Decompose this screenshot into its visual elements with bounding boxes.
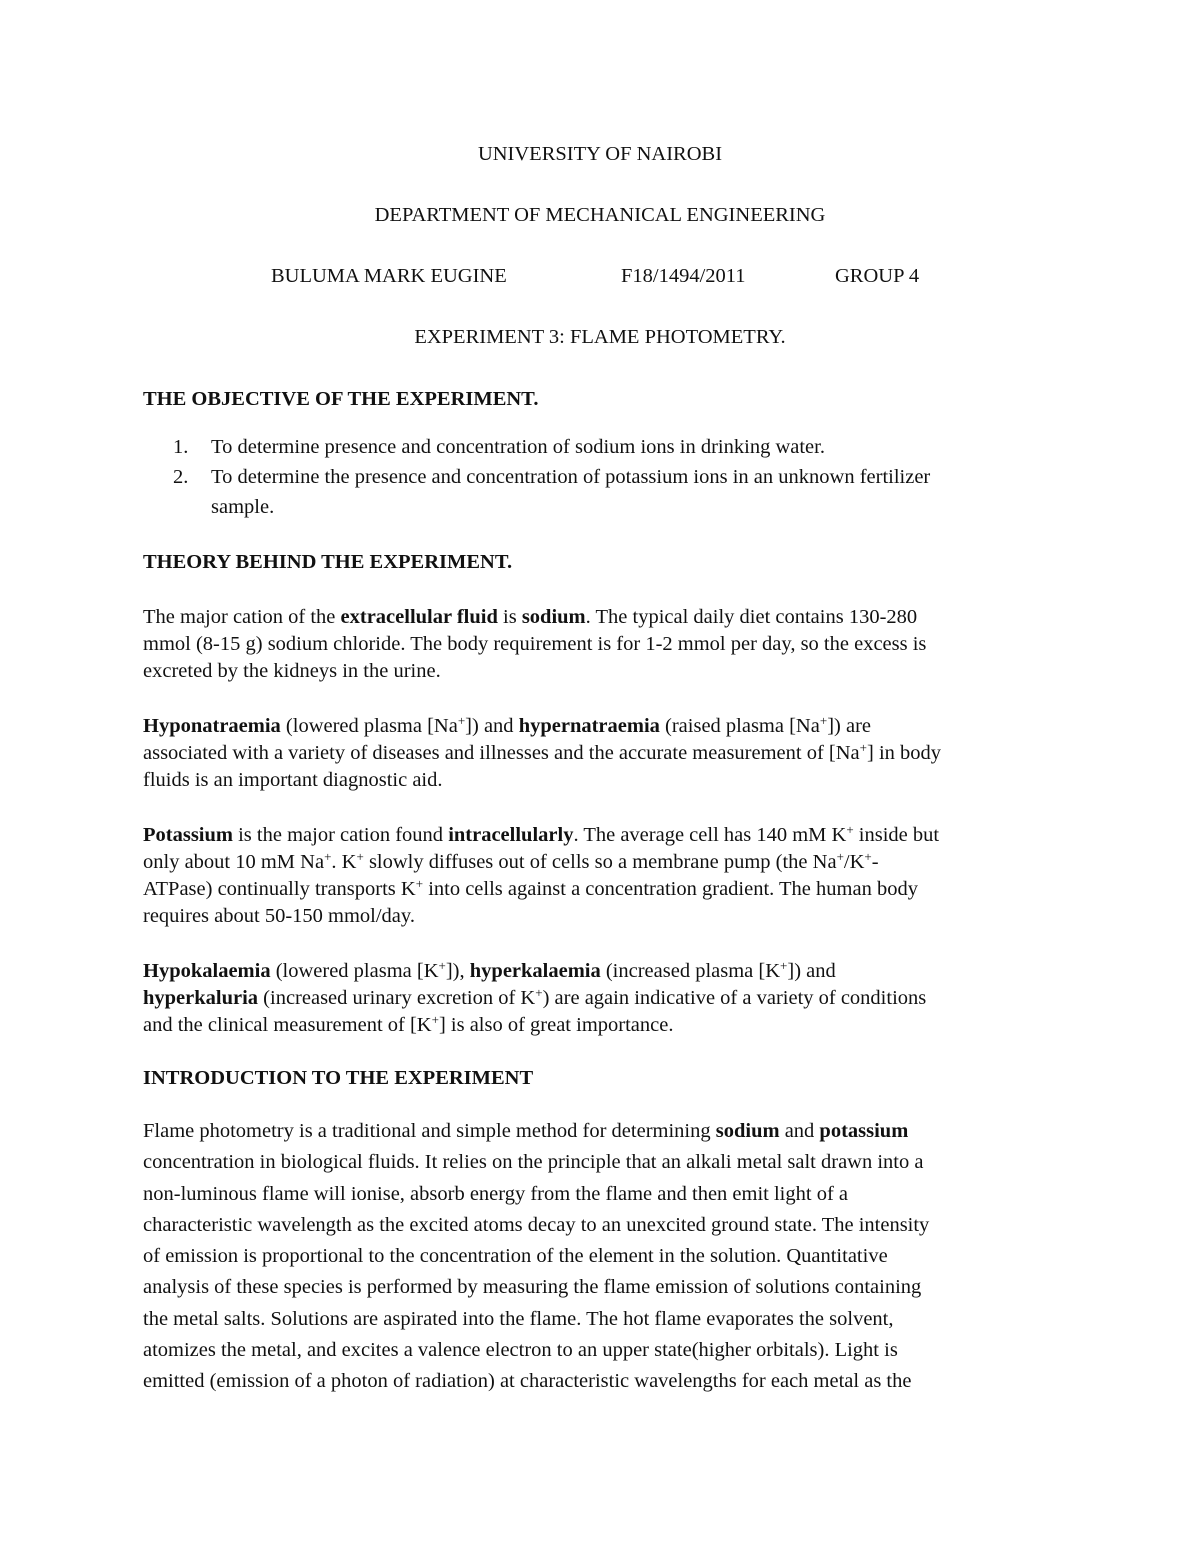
text-line: Potassium is the major cation found intracellularly. The average cell has 140 mM K+ inside but bbox=[143, 822, 940, 846]
text-line: emitted (emission of a photon of radiation) at characteristic wavelengths for each metal as the bbox=[143, 1370, 912, 1393]
student-name: BULUMA MARK EUGINE bbox=[271, 265, 507, 287]
text-line: Hyponatraemia (lowered plasma [Na+]) and hypernatraemia (raised plasma [Na+]) are bbox=[143, 713, 871, 737]
experiment-title: EXPERIMENT 3: FLAME PHOTOMETRY. bbox=[414, 326, 786, 348]
introduction-paragraph bbox=[143, 1116, 1073, 1398]
list-text: To determine presence and concentration of sodium ions in drinking water. bbox=[211, 436, 825, 458]
objective-heading: THE OBJECTIVE OF THE EXPERIMENT. bbox=[143, 388, 539, 410]
text-line: of emission is proportional to the concentration of the element in the solution. Quantitative bbox=[143, 1245, 888, 1268]
theory-heading: THEORY BEHIND THE EXPERIMENT. bbox=[143, 551, 513, 573]
text-line: Hypokalaemia (lowered plasma [K+]), hyperkalaemia (increased plasma [K+]) and bbox=[143, 958, 836, 982]
text-line: associated with a variety of diseases and illnesses and the accurate measurement of [Na+] in body bbox=[143, 740, 942, 764]
text-line: fluids is an important diagnostic aid. bbox=[143, 769, 443, 791]
theory-paragraph-sodium-disorders bbox=[143, 713, 1073, 794]
text-line: characteristic wavelength as the excited atoms decay to an unexcited ground state. The intensity bbox=[143, 1213, 930, 1236]
list-text: To determine the presence and concentration of potassium ions in an unknown fertilizer bbox=[211, 466, 931, 488]
university-title: UNIVERSITY OF NAIROBI bbox=[477, 143, 723, 165]
registration-number: F18/1494/2011 bbox=[621, 265, 746, 287]
text-line: and the clinical measurement of [K+] is also of great importance. bbox=[143, 1012, 674, 1036]
text-line: excreted by the kidneys in the urine. bbox=[143, 660, 441, 682]
text-line: the metal salts. Solutions are aspirated into the flame. The hot flame evaporates the solvent, bbox=[143, 1307, 894, 1330]
list-number: 1. bbox=[173, 436, 189, 458]
text-line: requires about 50-150 mmol/day. bbox=[143, 905, 415, 927]
text-line: non-luminous flame will ionise, absorb energy from the flame and then emit light of a bbox=[143, 1182, 848, 1205]
theory-paragraph-potassium-disorders bbox=[143, 958, 1073, 1039]
list-text: sample. bbox=[211, 496, 275, 518]
list-number: 2. bbox=[173, 466, 189, 488]
group-label: GROUP 4 bbox=[835, 265, 920, 287]
theory-paragraph-potassium bbox=[143, 822, 1073, 930]
text-line: analysis of these species is performed by measuring the flame emission of solutions containing bbox=[143, 1276, 922, 1299]
text-line: concentration in biological fluids. It relies on the principle that an alkali metal salt drawn into a bbox=[143, 1151, 924, 1174]
text-line: only about 10 mM Na+. K+ slowly diffuses out of cells so a membrane pump (the Na+/K+- bbox=[143, 849, 879, 873]
text-line: ATPase) continually transports K+ into cells against a concentration gradient. The human body bbox=[143, 876, 918, 900]
text-line: hyperkaluria (increased urinary excretion of K+) are again indicative of a variety of conditions bbox=[143, 985, 927, 1009]
introduction-heading: INTRODUCTION TO THE EXPERIMENT bbox=[143, 1067, 534, 1089]
text-line: Flame photometry is a traditional and simple method for determining sodium and potassium bbox=[143, 1120, 909, 1142]
department-title: DEPARTMENT OF MECHANICAL ENGINEERING bbox=[374, 204, 826, 226]
text-line: mmol (8-15 g) sodium chloride. The body requirement is for 1-2 mmol per day, so the excess is bbox=[143, 633, 927, 655]
text-line: atomizes the metal, and excites a valence electron to an upper state(higher orbitals). Light is bbox=[143, 1339, 898, 1362]
theory-paragraph-sodium bbox=[143, 604, 1073, 685]
text-line: The major cation of the extracellular fluid is sodium. The typical daily diet contains 130-280 bbox=[143, 606, 918, 628]
